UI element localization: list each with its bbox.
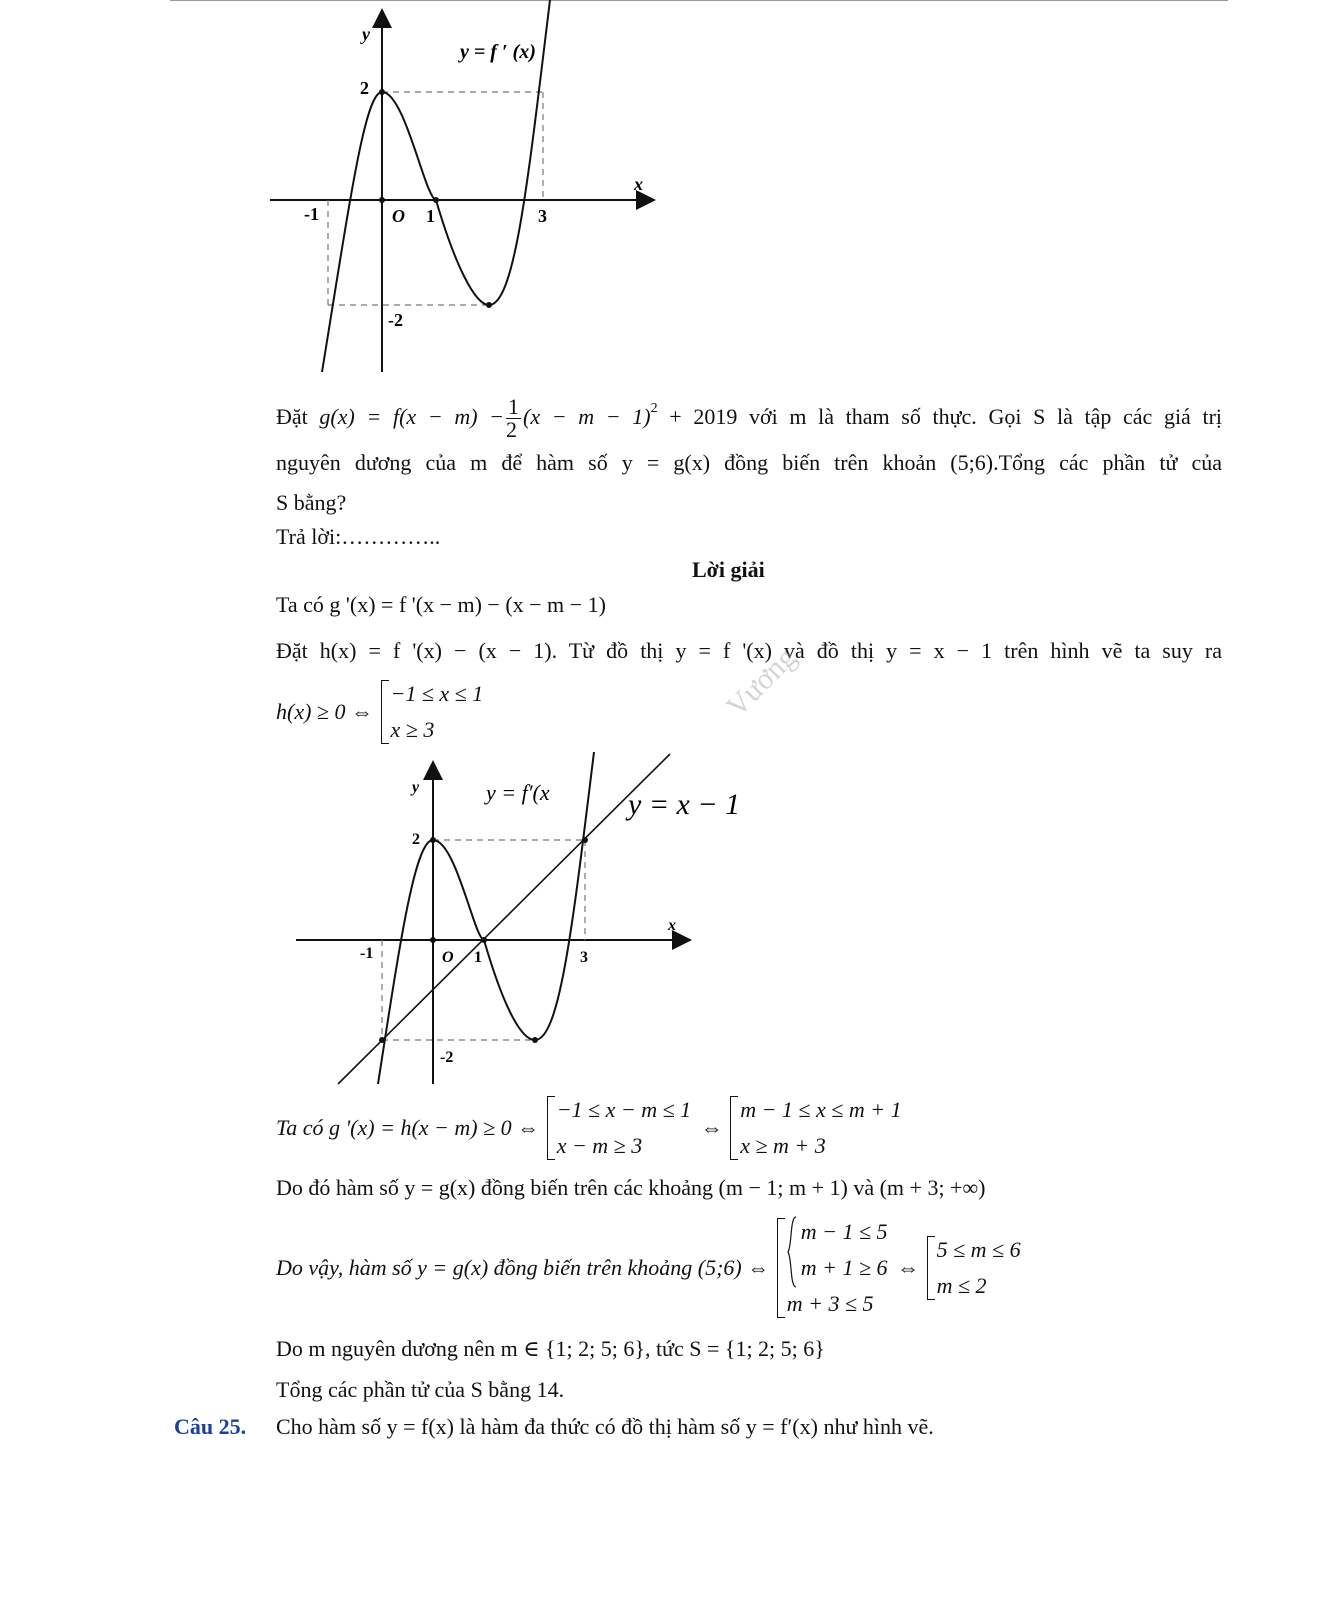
bracket-system-b: m − 1 ≤ x ≤ m + 1 x ≥ m + 3 (728, 1092, 901, 1164)
brace-system: m − 1 ≤ 5 m + 1 ≥ 6 (787, 1214, 888, 1286)
y-axis-label: y (362, 24, 370, 44)
fraction-half: $\frac{1}{2}$ (506, 394, 520, 443)
curly-brace (787, 1216, 797, 1288)
solution-step-8: Tổng các phần tử của S bằng 14. (276, 1377, 565, 1402)
solution-step-5: Do đó hàm số y = g(x) đồng biến trên các khoảng (m − 1; m + 1) và (m + 3; +∞) (276, 1175, 986, 1200)
graph-f-prime-and-line (290, 752, 770, 1087)
tick-y-2: 2 (360, 78, 369, 98)
x-axis-label: x (668, 917, 676, 934)
solution-title: Lời giải (692, 557, 765, 582)
curve-label: y = f′(x (486, 780, 550, 805)
answer-prompt: Trả lời:………….. (276, 524, 441, 549)
solution-step-4: Ta có g '(x) = h(x − m) ≥ 0 ⇔ −1 ≤ x − m ≤ 1 x − m ≥ 3 ⇔ m − 1 ≤ x ≤ m + 1 x ≥ m + 3 (276, 1092, 902, 1164)
curve-label: y = f ′ (x) (460, 41, 536, 63)
question-text: Cho hàm số y = f(x) là hàm đa thức có đồ thị hàm số y = f′(x) như hình vẽ. (276, 1414, 934, 1439)
tick-x-neg1: -1 (360, 945, 374, 962)
solution-step-1: Ta có g '(x) = f '(x − m) − (x − m − 1) (276, 592, 606, 617)
tick-x-3: 3 (538, 206, 547, 226)
solution-step-2: Đặt h(x) = f '(x) − (x − 1). Từ đồ thị y = f '(x) và đồ thị y = x − 1 trên hình vẽ ta suy ra (276, 638, 1222, 663)
tick-x-neg1: -1 (304, 204, 319, 224)
bracket-system-result: 5 ≤ m ≤ 6 m ≤ 2 (925, 1232, 1021, 1304)
x-axis-label: x (634, 174, 643, 194)
solution-step-7: Do m nguyên dương nên m ∈ {1; 2; 5; 6}, tức S = {1; 2; 5; 6} (276, 1336, 825, 1361)
solution-step-3: h(x) ≥ 0 ⇔ −1 ≤ x ≤ 1 x ≥ 3 (276, 676, 483, 748)
bracket-system-outer: m − 1 ≤ 5 m + 1 ≥ 6 m + 3 ≤ 5 (775, 1214, 888, 1322)
line-label: y = x − 1 (628, 788, 741, 821)
problem-line-2: nguyên dương của m để hàm số y = g(x) đồng biến trên khoản (5;6).Tổng các phần tử của (276, 450, 1222, 475)
graph-f-prime (260, 0, 670, 380)
bracket-system-h: −1 ≤ x ≤ 1 x ≥ 3 (379, 676, 484, 748)
origin-label: O (392, 206, 405, 226)
tick-x-3: 3 (580, 949, 588, 966)
tick-y-neg2: -2 (440, 1049, 454, 1066)
question-number: Câu 25. (174, 1414, 247, 1439)
tick-x-1: 1 (474, 949, 482, 966)
y-axis-label: y (412, 779, 420, 796)
problem-line-1: Đặt g(x) = f(x − m) − $\frac{1}{2}$ $(x - m - 1)^2 + 2019$ với m là tham số thực. Gọi S là tập các giá trị (276, 394, 1223, 443)
tick-y-2: 2 (412, 831, 420, 848)
bracket-system-a: −1 ≤ x − m ≤ 1 x − m ≥ 3 (545, 1092, 692, 1164)
solution-step-6: Do vậy, hàm số y = g(x) đồng biến trên khoảng (5;6) ⇔ m − 1 ≤ 5 m + 1 ≥ 6 m + 3 ≤ 5 ⇔ 5 ≤ m ≤ 6 m ≤ 2 (276, 1214, 1021, 1322)
tick-x-1: 1 (426, 206, 435, 226)
origin-label: O (442, 949, 454, 966)
tick-y-neg2: -2 (388, 310, 403, 330)
problem-line-3: S bằng? (276, 490, 347, 515)
watermark: Vương (720, 640, 803, 724)
